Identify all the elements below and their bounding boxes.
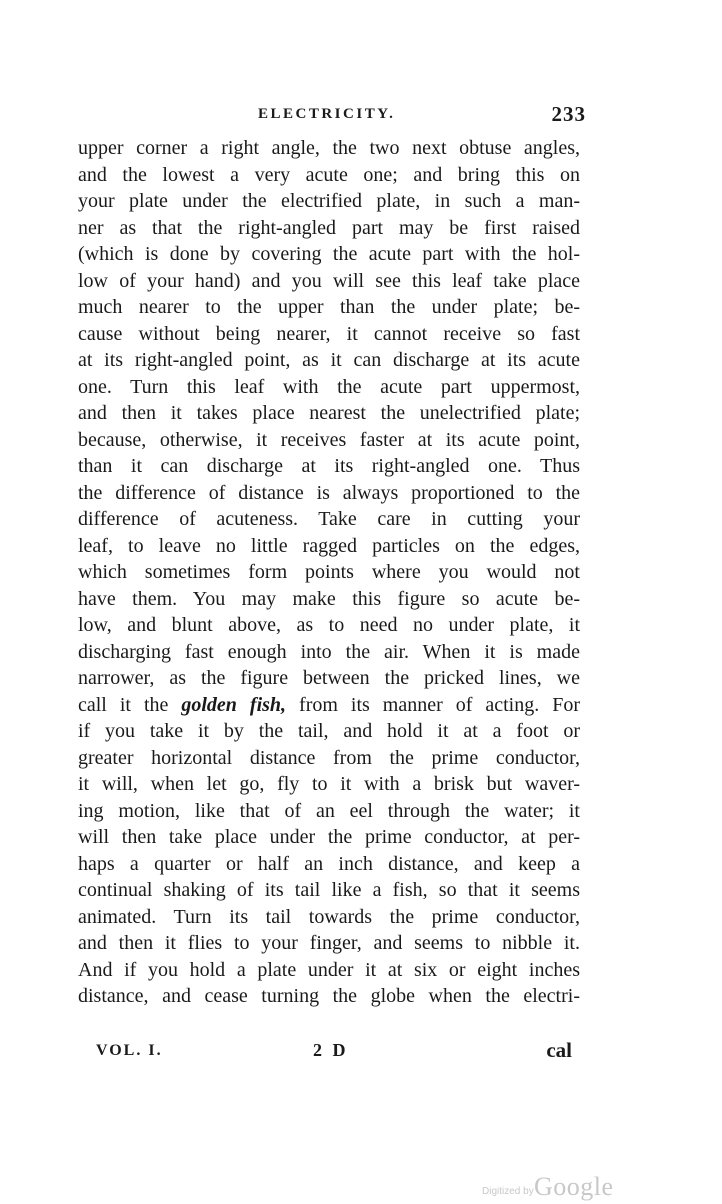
text-line: and then it flies to your finger, and seems to nibble it. bbox=[78, 932, 580, 954]
text-line: much nearer to the upper than the under plate; be- bbox=[78, 296, 580, 318]
text-line: at its right-angled point, as it can discharge at its acute bbox=[78, 349, 580, 371]
text-line: will then take place under the prime conductor, at per- bbox=[78, 826, 580, 848]
page-number: 233 bbox=[551, 102, 586, 126]
volume-label: VOL. I. bbox=[96, 1042, 163, 1059]
page-footer bbox=[96, 1038, 572, 1072]
signature-mark: 2 D bbox=[313, 1040, 349, 1060]
text-line: difference of acuteness. Take care in cutting your bbox=[78, 508, 580, 530]
text-fragment: from its manner of acting. For bbox=[286, 693, 580, 716]
italic-term: golden fish, bbox=[181, 693, 287, 716]
text-line: cause without being nearer, it cannot receive so fast bbox=[78, 322, 580, 345]
text-line: animated. Turn its tail towards the prime conductor, bbox=[78, 905, 580, 928]
text-line: have them. You may make this figure so acute be- bbox=[78, 587, 580, 610]
text-line: and then it takes place nearest the unelectrified plate; bbox=[78, 402, 580, 424]
text-line: than it can discharge at its right-angled one. Thus bbox=[78, 455, 580, 477]
text-line: which sometimes form points where you would not bbox=[78, 561, 580, 583]
catchword: cal bbox=[546, 1038, 572, 1062]
text-line: (which is done by covering the acute part with the hol- bbox=[78, 243, 580, 265]
text-fragment: call it the bbox=[78, 693, 169, 716]
text-line: because, otherwise, it receives faster at its acute point, bbox=[78, 428, 580, 451]
text-line: your plate under the electrified plate, in such a man- bbox=[78, 190, 580, 212]
text-line: discharging fast enough into the air. When it is made bbox=[78, 640, 580, 663]
google-logo: Google bbox=[534, 1172, 614, 1201]
text-line: upper corner a right angle, the two next obtuse angles, bbox=[78, 137, 580, 159]
text-line: greater horizontal distance from the prime conductor, bbox=[78, 746, 580, 769]
text-line: distance, and cease turning the globe when the electri- bbox=[78, 985, 580, 1007]
digitized-watermark bbox=[482, 1172, 622, 1202]
text-line: narrower, as the figure between the pricked lines, we bbox=[78, 667, 580, 689]
body-text bbox=[78, 135, 580, 1010]
text-line: if you take it by the tail, and hold it at a foot or bbox=[78, 720, 580, 742]
text-line: one. Turn this leaf with the acute part uppermost, bbox=[78, 375, 580, 398]
text-line: the difference of distance is always proportioned to the bbox=[78, 481, 580, 504]
text-line: haps a quarter or half an inch distance, and keep a bbox=[78, 852, 580, 875]
watermark-prefix: Digitized by bbox=[482, 1186, 534, 1197]
text-line: ner as that the right-angled part may be first raised bbox=[78, 216, 580, 239]
text-line: it will, when let go, fly to it with a brisk but waver- bbox=[78, 773, 580, 795]
running-head: ELECTRICITY. bbox=[258, 106, 396, 122]
text-line-with-italic bbox=[78, 692, 580, 719]
text-line: low, and blunt above, as to need no under plate, it bbox=[78, 614, 580, 636]
text-line: continual shaking of its tail like a fish, so that it seems bbox=[78, 879, 580, 901]
text-line: and the lowest a very acute one; and bring this on bbox=[78, 163, 580, 186]
text-line: And if you hold a plate under it at six or eight inches bbox=[78, 958, 580, 981]
page-header bbox=[82, 100, 590, 130]
text-line: low of your hand) and you will see this leaf take place bbox=[78, 269, 580, 292]
text-line: ing motion, like that of an eel through the water; it bbox=[78, 799, 580, 822]
text-line: leaf, to leave no little ragged particles on the edges, bbox=[78, 534, 580, 557]
